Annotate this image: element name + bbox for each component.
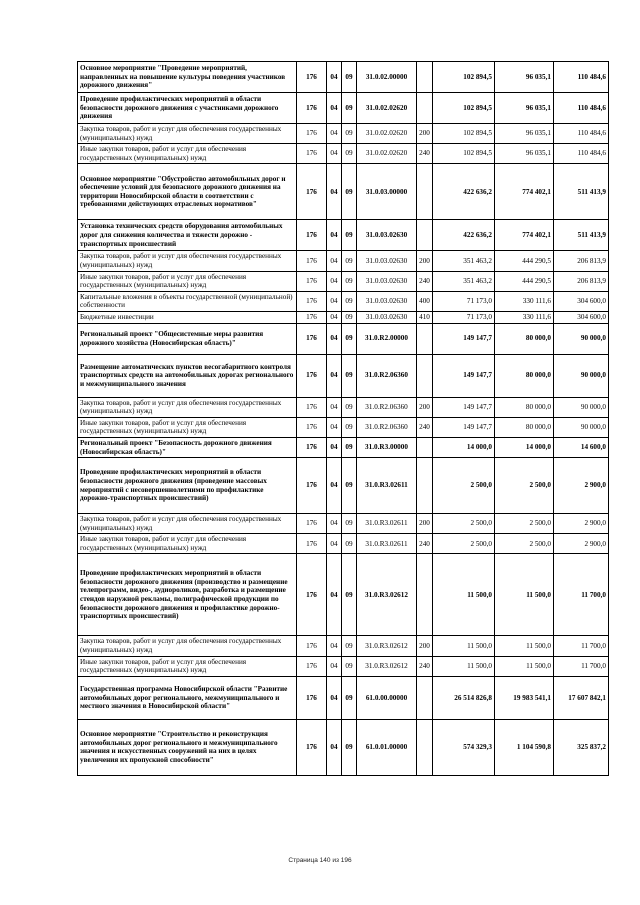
row-name: Иные закупки товаров, работ и услуг для обеспечения государственных (муниципальных) нужд: [78, 271, 297, 291]
row-name: Государственная программа Новосибирской области "Развитие автомобильных дорог регионального, межмуниципального и местного значения в Новосибирской области": [78, 676, 297, 719]
table-row: [78, 417, 609, 437]
row-name: Закупка товаров, работ и услуг для обеспечения государственных (муниципальных) нужд: [78, 397, 297, 417]
row-name: Иные закупки товаров, работ и услуг для обеспечения государственных (муниципальных) нужд: [78, 534, 297, 554]
row-target-article: 31.0.03.02630: [357, 291, 417, 311]
row-subsection: 09: [342, 164, 357, 220]
row-value-year3: 11 700,0: [554, 656, 609, 676]
row-subsection: 09: [342, 311, 357, 323]
row-expense-type: 410: [417, 311, 433, 323]
row-value-year2: 96 035,1: [495, 62, 554, 93]
row-value-year1: 351 463,2: [433, 251, 495, 271]
row-section: 04: [327, 93, 342, 124]
row-section: 04: [327, 417, 342, 437]
row-expense-type: 240: [417, 144, 433, 164]
row-admin-code: 176: [297, 93, 327, 124]
row-subsection: 09: [342, 458, 357, 514]
row-target-article: 31.0.02.00000: [357, 62, 417, 93]
row-value-year3: 2 900,0: [554, 534, 609, 554]
row-target-article: 31.0.03.00000: [357, 164, 417, 220]
row-value-year1: 14 000,0: [433, 437, 495, 457]
row-expense-type: [417, 323, 433, 354]
row-expense-type: 240: [417, 271, 433, 291]
row-value-year1: 2 500,0: [433, 458, 495, 514]
row-value-year3: 110 484,6: [554, 144, 609, 164]
row-value-year3: 90 000,0: [554, 354, 609, 397]
row-name: Бюджетные инвестиции: [78, 311, 297, 323]
row-subsection: 09: [342, 656, 357, 676]
row-expense-type: [417, 354, 433, 397]
row-value-year2: 96 035,1: [495, 93, 554, 124]
row-expense-type: [417, 554, 433, 636]
row-section: 04: [327, 554, 342, 636]
row-name: Региональный проект "Безопасность дорожного движения (Новосибирская область)": [78, 437, 297, 457]
row-value-year1: 2 500,0: [433, 534, 495, 554]
row-expense-type: 200: [417, 514, 433, 534]
row-value-year2: 80 000,0: [495, 354, 554, 397]
row-target-article: 31.0.R3.02611: [357, 514, 417, 534]
row-target-article: 31.0.R3.02611: [357, 458, 417, 514]
row-value-year2: 2 500,0: [495, 458, 554, 514]
row-value-year1: 149 147,7: [433, 354, 495, 397]
row-value-year1: 422 636,2: [433, 220, 495, 251]
row-value-year3: 304 600,0: [554, 311, 609, 323]
row-admin-code: 176: [297, 251, 327, 271]
row-value-year1: 351 463,2: [433, 271, 495, 291]
row-value-year3: 90 000,0: [554, 323, 609, 354]
row-section: 04: [327, 220, 342, 251]
budget-table: [77, 61, 609, 776]
row-target-article: 31.0.03.02630: [357, 251, 417, 271]
row-expense-type: [417, 719, 433, 775]
row-section: 04: [327, 534, 342, 554]
row-admin-code: 176: [297, 534, 327, 554]
row-target-article: 31.0.R2.00000: [357, 323, 417, 354]
row-name: Региональный проект "Общесистемные меры развития дорожного хозяйства (Новосибирская область)": [78, 323, 297, 354]
row-name: Закупка товаров, работ и услуг для обеспечения государственных (муниципальных) нужд: [78, 251, 297, 271]
row-section: 04: [327, 437, 342, 457]
table-row: [78, 534, 609, 554]
row-expense-type: 240: [417, 534, 433, 554]
row-subsection: 09: [342, 323, 357, 354]
row-target-article: 31.0.R3.02612: [357, 554, 417, 636]
row-expense-type: [417, 62, 433, 93]
table-row: [78, 437, 609, 457]
row-name: Проведение профилактических мероприятий в области безопасности дорожного движения с участниками дорожного движения: [78, 93, 297, 124]
row-expense-type: 240: [417, 417, 433, 437]
row-value-year2: 11 500,0: [495, 554, 554, 636]
row-value-year1: 149 147,7: [433, 397, 495, 417]
row-name: Иные закупки товаров, работ и услуг для обеспечения государственных (муниципальных) нужд: [78, 417, 297, 437]
row-target-article: 31.0.02.02620: [357, 93, 417, 124]
row-value-year3: 110 484,6: [554, 124, 609, 144]
row-admin-code: 176: [297, 271, 327, 291]
row-name: Иные закупки товаров, работ и услуг для обеспечения государственных (муниципальных) нужд: [78, 144, 297, 164]
row-value-year1: 149 147,7: [433, 417, 495, 437]
row-target-article: 31.0.02.02620: [357, 144, 417, 164]
row-subsection: 09: [342, 251, 357, 271]
row-value-year3: 206 813,9: [554, 251, 609, 271]
row-value-year2: 444 290,5: [495, 271, 554, 291]
table-body: [78, 62, 609, 776]
row-subsection: 09: [342, 397, 357, 417]
row-subsection: 09: [342, 417, 357, 437]
row-expense-type: 400: [417, 291, 433, 311]
row-value-year3: 11 700,0: [554, 636, 609, 656]
row-value-year1: 574 329,3: [433, 719, 495, 775]
row-target-article: 31.0.03.02630: [357, 220, 417, 251]
row-admin-code: 176: [297, 437, 327, 457]
row-section: 04: [327, 124, 342, 144]
row-admin-code: 176: [297, 397, 327, 417]
table-row: [78, 656, 609, 676]
row-section: 04: [327, 514, 342, 534]
row-subsection: 09: [342, 144, 357, 164]
row-expense-type: [417, 676, 433, 719]
row-target-article: 31.0.R2.06360: [357, 417, 417, 437]
row-admin-code: 176: [297, 636, 327, 656]
row-admin-code: 176: [297, 656, 327, 676]
row-subsection: 09: [342, 514, 357, 534]
row-subsection: 09: [342, 636, 357, 656]
row-target-article: 61.0.01.00000: [357, 719, 417, 775]
row-section: 04: [327, 62, 342, 93]
row-subsection: 09: [342, 220, 357, 251]
row-subsection: 09: [342, 291, 357, 311]
row-expense-type: 200: [417, 251, 433, 271]
row-admin-code: 176: [297, 354, 327, 397]
row-admin-code: 176: [297, 514, 327, 534]
row-target-article: 31.0.R3.00000: [357, 437, 417, 457]
row-value-year2: 2 500,0: [495, 534, 554, 554]
row-value-year2: 11 500,0: [495, 656, 554, 676]
row-value-year2: 774 402,1: [495, 220, 554, 251]
row-expense-type: [417, 220, 433, 251]
row-value-year2: 80 000,0: [495, 417, 554, 437]
table-row: [78, 271, 609, 291]
row-subsection: 09: [342, 676, 357, 719]
row-value-year2: 774 402,1: [495, 164, 554, 220]
row-section: 04: [327, 656, 342, 676]
row-section: 04: [327, 458, 342, 514]
row-value-year1: 11 500,0: [433, 656, 495, 676]
row-name: Основное мероприятие "Строительство и реконструкция автомобильных дорог регионального и межмуниципального значения и искусственных сооружений на них в целях увеличения их пропускной способности": [78, 719, 297, 775]
row-admin-code: 176: [297, 144, 327, 164]
row-value-year3: 206 813,9: [554, 271, 609, 291]
row-value-year1: 71 173,0: [433, 311, 495, 323]
row-expense-type: 200: [417, 124, 433, 144]
row-expense-type: 240: [417, 656, 433, 676]
row-section: 04: [327, 354, 342, 397]
row-name: Капитальные вложения в объекты государственной (муниципальной) собственности: [78, 291, 297, 311]
row-subsection: 09: [342, 62, 357, 93]
row-name: Проведение профилактических мероприятий в области безопасности дорожного движения (производство и размещение телепрограмм, видео-, аудиороликов, разработка и размещение стендов наружной рекламы, полиграфической продукции по безопасности дорожного движения и профилактике дорожно-транспортных происшествий): [78, 554, 297, 636]
row-admin-code: 176: [297, 164, 327, 220]
table-row: [78, 144, 609, 164]
row-value-year2: 330 111,6: [495, 291, 554, 311]
row-name: Иные закупки товаров, работ и услуг для обеспечения государственных (муниципальных) нужд: [78, 656, 297, 676]
row-name: Размещение автоматических пунктов весогабаритного контроля транспортных средств на автомобильных дорогах регионального и межмуниципального значения: [78, 354, 297, 397]
row-target-article: 31.0.R2.06360: [357, 354, 417, 397]
row-value-year3: 90 000,0: [554, 397, 609, 417]
table-row: [78, 291, 609, 311]
table-row: [78, 554, 609, 636]
table-row: [78, 397, 609, 417]
row-expense-type: [417, 437, 433, 457]
row-name: Установка технических средств оборудования автомобильных дорог для снижения количества и тяжести дорожно - транспортных происшествий: [78, 220, 297, 251]
row-target-article: 31.0.03.02630: [357, 311, 417, 323]
row-value-year1: 102 894,5: [433, 124, 495, 144]
row-section: 04: [327, 164, 342, 220]
row-subsection: 09: [342, 271, 357, 291]
row-admin-code: 176: [297, 220, 327, 251]
row-admin-code: 176: [297, 676, 327, 719]
row-subsection: 09: [342, 93, 357, 124]
row-subsection: 09: [342, 719, 357, 775]
row-admin-code: 176: [297, 417, 327, 437]
row-target-article: 31.0.R3.02611: [357, 534, 417, 554]
row-value-year2: 444 290,5: [495, 251, 554, 271]
table-row: [78, 164, 609, 220]
row-section: 04: [327, 311, 342, 323]
row-value-year2: 96 035,1: [495, 144, 554, 164]
table-row: [78, 636, 609, 656]
row-admin-code: 176: [297, 554, 327, 636]
row-value-year2: 14 000,0: [495, 437, 554, 457]
row-value-year2: 1 104 590,8: [495, 719, 554, 775]
row-value-year3: 304 600,0: [554, 291, 609, 311]
row-value-year2: 80 000,0: [495, 397, 554, 417]
row-section: 04: [327, 636, 342, 656]
row-section: 04: [327, 323, 342, 354]
table-row: [78, 323, 609, 354]
row-expense-type: [417, 93, 433, 124]
row-value-year3: 17 607 842,1: [554, 676, 609, 719]
row-target-article: 31.0.R3.02612: [357, 636, 417, 656]
page-footer: Страница 140 из 196: [288, 857, 352, 864]
table-row: [78, 514, 609, 534]
row-value-year1: 149 147,7: [433, 323, 495, 354]
row-value-year1: 2 500,0: [433, 514, 495, 534]
row-admin-code: 176: [297, 291, 327, 311]
row-expense-type: [417, 458, 433, 514]
row-expense-type: 200: [417, 636, 433, 656]
row-value-year3: 90 000,0: [554, 417, 609, 437]
row-value-year1: 102 894,5: [433, 62, 495, 93]
row-value-year3: 14 600,0: [554, 437, 609, 457]
row-value-year2: 96 035,1: [495, 124, 554, 144]
row-target-article: 31.0.03.02630: [357, 271, 417, 291]
row-admin-code: 176: [297, 62, 327, 93]
table-row: [78, 311, 609, 323]
table-row: [78, 251, 609, 271]
row-admin-code: 176: [297, 719, 327, 775]
row-value-year1: 11 500,0: [433, 636, 495, 656]
row-value-year1: 102 894,5: [433, 144, 495, 164]
row-value-year2: 19 983 541,1: [495, 676, 554, 719]
row-value-year3: 511 413,9: [554, 164, 609, 220]
row-section: 04: [327, 271, 342, 291]
row-name: Проведение профилактических мероприятий в области безопасности дорожного движения (проведение массовых мероприятий с несовершеннолетними по профилактике дорожно-транспортных происшествий): [78, 458, 297, 514]
row-name: Основное мероприятие "Обустройство автомобильных дорог и обеспечение условий для безопасного дорожного движения на территории Новосибирской области в соответствии с требованиями действующих отраслевых нормативов": [78, 164, 297, 220]
row-subsection: 09: [342, 554, 357, 636]
row-value-year3: 110 484,6: [554, 62, 609, 93]
row-name: Закупка товаров, работ и услуг для обеспечения государственных (муниципальных) нужд: [78, 124, 297, 144]
row-value-year3: 2 900,0: [554, 514, 609, 534]
row-value-year1: 102 894,5: [433, 93, 495, 124]
row-name: Основное мероприятие "Проведение мероприятий, направленных на повышение культуры поведения участников дорожного движения": [78, 62, 297, 93]
row-expense-type: 200: [417, 397, 433, 417]
row-value-year1: 11 500,0: [433, 554, 495, 636]
table-row: [78, 220, 609, 251]
row-admin-code: 176: [297, 311, 327, 323]
row-admin-code: 176: [297, 124, 327, 144]
row-subsection: 09: [342, 437, 357, 457]
row-value-year3: 110 484,6: [554, 93, 609, 124]
table-row: [78, 676, 609, 719]
row-subsection: 09: [342, 354, 357, 397]
row-section: 04: [327, 397, 342, 417]
table-row: [78, 354, 609, 397]
table-row: [78, 62, 609, 93]
row-name: Закупка товаров, работ и услуг для обеспечения государственных (муниципальных) нужд: [78, 514, 297, 534]
row-subsection: 09: [342, 124, 357, 144]
row-value-year2: 11 500,0: [495, 636, 554, 656]
row-name: Закупка товаров, работ и услуг для обеспечения государственных (муниципальных) нужд: [78, 636, 297, 656]
table-row: [78, 124, 609, 144]
row-target-article: 31.0.R3.02612: [357, 656, 417, 676]
row-admin-code: 176: [297, 323, 327, 354]
row-subsection: 09: [342, 534, 357, 554]
row-admin-code: 176: [297, 458, 327, 514]
row-target-article: 31.0.R2.06360: [357, 397, 417, 417]
row-target-article: 61.0.00.00000: [357, 676, 417, 719]
row-value-year3: 11 700,0: [554, 554, 609, 636]
row-section: 04: [327, 676, 342, 719]
row-value-year1: 71 173,0: [433, 291, 495, 311]
row-section: 04: [327, 719, 342, 775]
table-row: [78, 719, 609, 775]
row-target-article: 31.0.02.02620: [357, 124, 417, 144]
row-value-year3: 325 837,2: [554, 719, 609, 775]
row-value-year2: 2 500,0: [495, 514, 554, 534]
row-section: 04: [327, 291, 342, 311]
table-row: [78, 93, 609, 124]
row-value-year2: 330 111,6: [495, 311, 554, 323]
row-value-year3: 511 413,9: [554, 220, 609, 251]
table-row: [78, 458, 609, 514]
row-value-year3: 2 900,0: [554, 458, 609, 514]
row-section: 04: [327, 251, 342, 271]
row-value-year1: 422 636,2: [433, 164, 495, 220]
row-expense-type: [417, 164, 433, 220]
row-section: 04: [327, 144, 342, 164]
row-value-year2: 80 000,0: [495, 323, 554, 354]
row-value-year1: 26 514 826,8: [433, 676, 495, 719]
